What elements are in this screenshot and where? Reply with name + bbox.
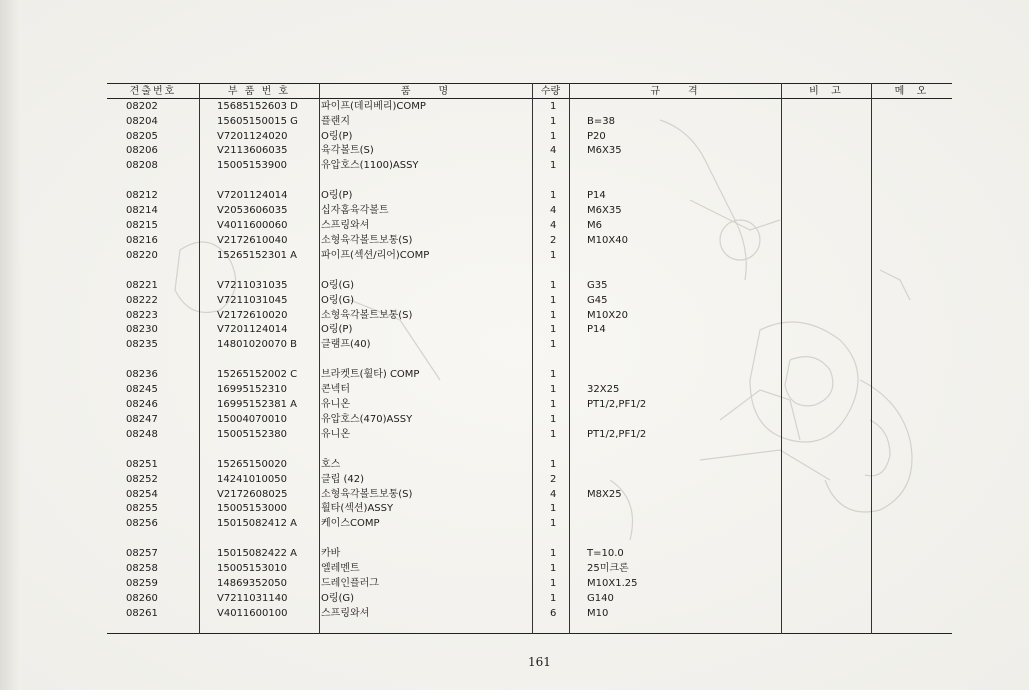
group-spacer — [107, 263, 952, 279]
index-no-cell: 08206 — [126, 145, 158, 157]
part-name-cell: 파이프(데리베리)COMP — [321, 101, 426, 112]
table-row — [107, 488, 952, 503]
part-name-cell: 파이프(섹션/리어)COMP — [321, 249, 430, 261]
part-no-cell: V2172610020 — [217, 309, 288, 321]
table-row — [107, 338, 952, 353]
index-no-cell: 08212 — [126, 190, 158, 202]
table-row — [107, 547, 952, 562]
index-no-cell: 08251 — [126, 458, 158, 470]
table-row — [107, 562, 952, 577]
group-spacer — [107, 174, 952, 190]
spec-cell: M6X35 — [587, 205, 622, 217]
qty-cell: 2 — [550, 234, 557, 246]
table-row — [107, 398, 952, 413]
qty-cell: 1 — [550, 309, 557, 321]
index-no-cell: 08221 — [126, 279, 158, 291]
table-row — [107, 234, 952, 249]
spec-cell: P14 — [587, 190, 606, 202]
index-no-cell: 08230 — [126, 324, 158, 336]
header-remarks: 비 고 — [809, 86, 843, 97]
part-no-cell: 15005153900 — [217, 160, 287, 172]
spec-cell: T=10.0 — [587, 548, 624, 560]
qty-cell: 1 — [550, 563, 557, 575]
part-name-cell: 드레인플러그 — [321, 578, 379, 590]
part-no-cell: V2172608025 — [217, 488, 288, 500]
index-no-cell: 08214 — [126, 205, 158, 217]
part-name-cell: 유압호스(470)ASSY — [321, 413, 413, 425]
index-no-cell: 08259 — [126, 578, 158, 590]
qty-cell: 1 — [550, 279, 557, 291]
page-number: 161 — [528, 655, 551, 669]
table-row — [107, 473, 952, 488]
header-spec: 규 격 — [650, 86, 700, 97]
header-part-no: 부 품 번 호 — [227, 86, 291, 97]
index-no-cell: 08245 — [126, 384, 158, 396]
part-name-cell: 엘레멘트 — [321, 563, 360, 575]
qty-cell: 1 — [550, 399, 557, 411]
qty-cell: 1 — [550, 115, 557, 127]
table-row — [107, 309, 952, 324]
table-row — [107, 144, 952, 159]
spec-cell: M10 — [587, 607, 609, 619]
part-no-cell: 15685152603 D — [217, 101, 298, 112]
qty-cell: 2 — [550, 473, 557, 485]
qty-cell: 1 — [550, 592, 557, 604]
part-no-cell: 15004070010 — [217, 413, 287, 425]
part-no-cell: 16995152381 A — [217, 399, 298, 411]
qty-cell: 1 — [550, 101, 557, 112]
qty-cell: 1 — [550, 503, 557, 515]
spec-cell: M8X25 — [587, 488, 622, 500]
part-no-cell: 14241010050 — [217, 473, 287, 485]
part-name-cell: 스프링와셔 — [321, 607, 370, 619]
part-name-cell: 소형육각볼트보통(S) — [321, 488, 413, 500]
spec-cell: G140 — [587, 592, 614, 604]
group-spacer — [107, 353, 952, 369]
part-name-cell: 클립 (42) — [321, 473, 365, 485]
qty-cell: 1 — [550, 249, 557, 261]
qty-cell: 1 — [550, 458, 557, 470]
index-no-cell: 08204 — [126, 115, 158, 127]
table-row — [107, 115, 952, 130]
part-no-cell: V7201124014 — [217, 190, 288, 202]
part-no-cell: 15265152301 A — [217, 249, 298, 261]
part-no-cell: V7201124020 — [217, 130, 288, 142]
index-no-cell: 08223 — [126, 309, 158, 321]
part-name-cell: 플랜지 — [321, 115, 350, 127]
spec-cell: PT1/2,PF1/2 — [587, 399, 647, 411]
qty-cell: 1 — [550, 548, 557, 560]
spec-cell: M6X35 — [587, 145, 622, 157]
table-row — [107, 219, 952, 234]
qty-cell: 1 — [550, 160, 557, 172]
qty-cell: 1 — [550, 428, 557, 440]
table-row — [107, 279, 952, 294]
qty-cell: 1 — [550, 324, 557, 336]
header-index-no: 견출번호 — [129, 86, 177, 97]
spec-cell: G45 — [587, 294, 608, 306]
spec-cell: M6 — [587, 220, 602, 232]
index-no-cell: 08246 — [126, 399, 158, 411]
table-bottom-rule — [107, 633, 952, 634]
table-row — [107, 100, 952, 115]
qty-cell: 1 — [550, 518, 557, 530]
spec-cell: P20 — [587, 130, 606, 142]
index-no-cell: 08258 — [126, 563, 158, 575]
table-row — [107, 130, 952, 145]
spec-cell: M10X1.25 — [587, 578, 638, 590]
qty-cell: 4 — [550, 145, 557, 157]
part-no-cell: 16995152310 — [217, 384, 287, 396]
table-row — [107, 249, 952, 264]
header-qty: 수량 — [540, 86, 561, 97]
qty-cell: 1 — [550, 339, 557, 351]
index-no-cell: 08256 — [126, 518, 158, 530]
group-spacer — [107, 532, 952, 548]
spec-cell: PT1/2,PF1/2 — [587, 428, 647, 440]
part-no-cell: 15005152380 — [217, 428, 287, 440]
part-no-cell: V7201124014 — [217, 324, 288, 336]
qty-cell: 1 — [550, 294, 557, 306]
table-row — [107, 159, 952, 174]
part-no-cell: V4011600100 — [217, 607, 288, 619]
table-row — [107, 204, 952, 219]
qty-cell: 1 — [550, 190, 557, 202]
part-name-cell: 유니온 — [321, 428, 350, 440]
spec-cell: B=38 — [587, 115, 615, 127]
index-no-cell: 08205 — [126, 130, 158, 142]
qty-cell: 1 — [550, 369, 557, 381]
table-row — [107, 368, 952, 383]
part-no-cell: 15265150020 — [217, 458, 287, 470]
table-row — [107, 413, 952, 428]
part-name-cell: 케이스COMP — [321, 518, 380, 530]
qty-cell: 1 — [550, 384, 557, 396]
part-no-cell: 15005153000 — [217, 503, 287, 515]
part-no-cell: 14869352050 — [217, 578, 287, 590]
index-no-cell: 08215 — [126, 220, 158, 232]
part-name-cell: 유압호스(1100)ASSY — [321, 160, 419, 172]
spec-cell: 25미크론 — [587, 563, 629, 575]
qty-cell: 4 — [550, 488, 557, 500]
part-name-cell: 소형육각볼트보통(S) — [321, 309, 413, 321]
part-name-cell: 호스 — [321, 458, 341, 470]
index-no-cell: 08220 — [126, 249, 158, 261]
index-no-cell: 08260 — [126, 592, 158, 604]
table-row — [107, 502, 952, 517]
table-row — [107, 517, 952, 532]
index-no-cell: 08248 — [126, 428, 158, 440]
table-row — [107, 607, 952, 622]
part-no-cell: 15265152002 C — [217, 369, 298, 381]
index-no-cell: 08216 — [126, 234, 158, 246]
spec-cell: G35 — [587, 279, 608, 291]
part-name-cell: O링(G) — [321, 279, 355, 291]
header-part-name: 품 명 — [400, 86, 451, 97]
parts-table — [107, 83, 952, 634]
qty-cell: 1 — [550, 413, 557, 425]
qty-cell: 4 — [550, 220, 557, 232]
part-name-cell: O링(P) — [321, 324, 353, 336]
qty-cell: 1 — [550, 130, 557, 142]
index-no-cell: 08235 — [126, 339, 158, 351]
part-name-cell: O링(G) — [321, 294, 355, 306]
table-row — [107, 592, 952, 607]
index-no-cell: 08222 — [126, 294, 158, 306]
table-row — [107, 458, 952, 473]
part-name-cell: 클램프(40) — [321, 339, 371, 351]
part-no-cell: 14801020070 B — [217, 339, 298, 351]
part-no-cell: V4011600060 — [217, 220, 288, 232]
table-row — [107, 323, 952, 338]
qty-cell: 1 — [550, 578, 557, 590]
spec-cell: P14 — [587, 324, 606, 336]
part-name-cell: 스프링와셔 — [321, 220, 370, 232]
part-name-cell: O링(G) — [321, 592, 355, 604]
part-no-cell: V2113606035 — [217, 145, 288, 157]
part-no-cell: V7211031045 — [217, 294, 288, 306]
part-no-cell: 15015082412 A — [217, 518, 298, 530]
spec-cell: M10X40 — [587, 234, 628, 246]
index-no-cell: 08257 — [126, 548, 158, 560]
qty-cell: 4 — [550, 205, 557, 217]
part-name-cell: 휠타(섹션)ASSY — [321, 503, 394, 515]
index-no-cell: 08255 — [126, 503, 158, 515]
part-no-cell: 15005153010 — [217, 563, 287, 575]
part-no-cell: V2053606035 — [217, 205, 288, 217]
part-name-cell: 육각볼트(S) — [321, 145, 374, 157]
table-row — [107, 294, 952, 309]
index-no-cell: 08247 — [126, 413, 158, 425]
part-no-cell: 15605150015 G — [217, 115, 298, 127]
part-name-cell: 십자홈육각볼트 — [321, 205, 389, 217]
part-name-cell: 콘넥터 — [321, 384, 350, 396]
part-no-cell: V7211031140 — [217, 592, 288, 604]
index-no-cell: 08261 — [126, 607, 158, 619]
index-no-cell: 08202 — [126, 101, 158, 112]
index-no-cell: 08208 — [126, 160, 158, 172]
table-row — [107, 383, 952, 398]
part-name-cell: 소형육각볼트보통(S) — [321, 234, 413, 246]
header-memo: 메 오 — [894, 86, 929, 97]
part-name-cell: O링(P) — [321, 190, 353, 202]
part-name-cell: 유니온 — [321, 399, 350, 411]
index-no-cell: 08254 — [126, 488, 158, 500]
table-row — [107, 189, 952, 204]
part-no-cell: V2172610040 — [217, 234, 288, 246]
index-no-cell: 08236 — [126, 369, 158, 381]
qty-cell: 6 — [550, 607, 557, 619]
part-name-cell: O링(P) — [321, 130, 353, 142]
table-body — [107, 100, 952, 621]
index-no-cell: 08252 — [126, 473, 158, 485]
spec-cell: 32X25 — [587, 384, 620, 396]
part-name-cell: 브라켓트(휠타) COMP — [321, 369, 420, 381]
part-no-cell: 15015082422 A — [217, 548, 298, 560]
spec-cell: M10X20 — [587, 309, 628, 321]
part-name-cell: 카바 — [321, 548, 341, 560]
group-spacer — [107, 442, 952, 458]
table-row — [107, 577, 952, 592]
part-no-cell: V7211031035 — [217, 279, 288, 291]
table-row — [107, 428, 952, 443]
